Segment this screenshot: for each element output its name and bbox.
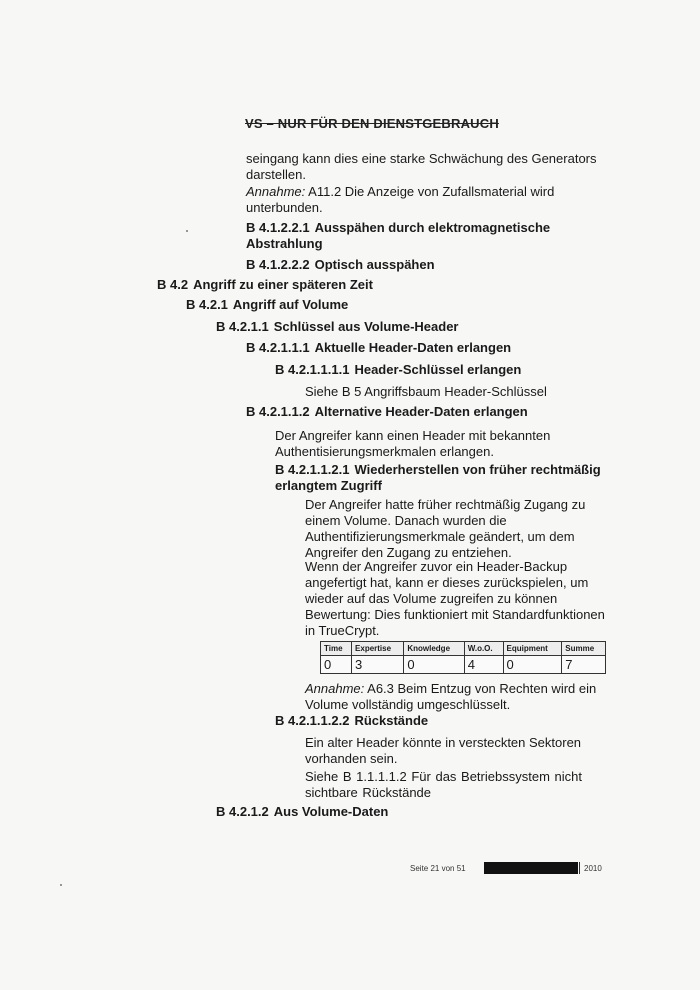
score-table-value-row: [321, 656, 606, 674]
footer-page-number: Seite 21 von 51: [410, 864, 466, 873]
heading-title: Rückstände: [354, 713, 429, 728]
siehe-b5-paragraph: Siehe B 5 Angriffsbaum Header-Schlüssel: [305, 384, 547, 399]
footer-year: 2010: [584, 864, 602, 873]
annahme2-label: Annahme:: [305, 681, 365, 696]
score-value-knowledge: 0: [404, 656, 464, 674]
heading-b4-1-2-2-2: [246, 257, 611, 273]
heading-number: B 4.1.2.2.1: [246, 220, 310, 235]
heading-number: B 4.2.1.1.1: [246, 340, 310, 355]
heading-b4-2-1-1-2: [246, 404, 606, 420]
scan-speck: [60, 884, 62, 886]
heading-title: Ausspähen durch elektromagnetische Abstrahlung: [246, 220, 551, 251]
heading-b4-2-1: [186, 297, 606, 313]
wiederherstellen-paragraph-2: Wenn der Angreifer zuvor ein Header-Backup angefertigt hat, kann er dieses zurückspielen, um wieder auf das Volume zugreifen zu können: [305, 559, 589, 606]
classification-header: VS – NUR FÜR DEN DIENSTGEBRAUCH: [245, 116, 499, 131]
score-value-woo: 4: [464, 656, 503, 674]
heading-title: Angriff auf Volume: [232, 297, 349, 312]
heading-b4-1-2-2-1: [246, 220, 611, 252]
heading-title: Aus Volume-Daten: [273, 804, 389, 819]
score-header-equipment: Equipment: [503, 642, 562, 656]
heading-b4-2-1-2: [216, 804, 606, 820]
rueckstaende-paragraph-2: Siehe B 1.1.1.1.2 Für das Betriebssystem nicht sichtbare Rückstände: [305, 769, 582, 800]
intro-paragraph: seingang kann dies eine starke Schwächung des Generators darstellen.: [246, 151, 597, 182]
annahme2-text: A6.3 Beim Entzug von Rechten wird ein Volume vollständig umgeschlüsselt.: [305, 681, 597, 712]
wiederherstellen-paragraph-1: Der Angreifer hatte früher rechtmäßig Zugang zu einem Volume. Danach wurden die Authentifizierungsmerkmale geändert, um dem Angreifer den Zugang zu entziehen.: [305, 497, 586, 560]
heading-number: B 4.2.1: [186, 297, 228, 312]
bewertung-paragraph: Bewertung: Dies funktioniert mit Standardfunktionen in TrueCrypt.: [305, 607, 605, 638]
redaction-bar: [484, 862, 578, 874]
heading-title: Schlüssel aus Volume-Header: [273, 319, 459, 334]
score-value-time: 0: [321, 656, 352, 674]
annahme-text: A11.2 Die Anzeige von Zufallsmaterial wird unterbunden.: [246, 184, 555, 215]
heading-number: B 4.2.1.1.2: [246, 404, 310, 419]
footer-divider: [579, 862, 580, 874]
heading-b4-2-1-1-2-1: [275, 462, 611, 494]
score-value-expertise: 3: [352, 656, 404, 674]
score-value-summe: 7: [562, 656, 606, 674]
rueckstaende-paragraph-1: Ein alter Header könnte in versteckten Sektoren vorhanden sein.: [305, 735, 582, 766]
heading-b4-2-1-1: [216, 319, 606, 335]
heading-number: B 4.2.1.1: [216, 319, 269, 334]
heading-b4-2-1-1-2-2: [275, 713, 605, 729]
alt-header-paragraph: Der Angreifer kann einen Header mit bekannten Authentisierungsmerkmalen erlangen.: [275, 428, 551, 459]
heading-title: Alternative Header-Daten erlangen: [314, 404, 528, 419]
heading-title: Header-Schlüssel erlangen: [354, 362, 522, 377]
score-header-summe: Summe: [562, 642, 606, 656]
annahme-label: Annahme:: [246, 184, 306, 199]
score-table-header-row: [321, 642, 606, 656]
heading-number: B 4.2.1.2: [216, 804, 269, 819]
heading-b4-2-1-1-1-1: [275, 362, 605, 378]
heading-number: B 4.1.2.2.2: [246, 257, 310, 272]
score-header-woo: W.o.O.: [464, 642, 503, 656]
heading-title: Aktuelle Header-Daten erlangen: [314, 340, 512, 355]
heading-number: B 4.2.1.1.2.2: [275, 713, 350, 728]
heading-title: Optisch ausspähen: [314, 257, 435, 272]
scan-speck: [186, 230, 188, 232]
score-header-expertise: Expertise: [352, 642, 404, 656]
heading-title: Angriff zu einer späteren Zeit: [193, 277, 373, 292]
annahme2-paragraph: [305, 681, 610, 713]
heading-b4-2: [157, 277, 607, 293]
score-header-time: Time: [321, 642, 352, 656]
heading-title: Wiederherstellen von früher rechtmäßig erlangtem Zugriff: [275, 462, 601, 493]
heading-number: B 4.2.1.1.1.1: [275, 362, 350, 377]
score-value-equipment: 0: [503, 656, 562, 674]
heading-number: B 4.2: [157, 277, 189, 292]
heading-number: B 4.2.1.1.2.1: [275, 462, 350, 477]
annahme-paragraph: [246, 184, 611, 216]
score-header-knowledge: Knowledge: [404, 642, 464, 656]
score-table: [320, 641, 606, 674]
heading-b4-2-1-1-1: [246, 340, 606, 356]
